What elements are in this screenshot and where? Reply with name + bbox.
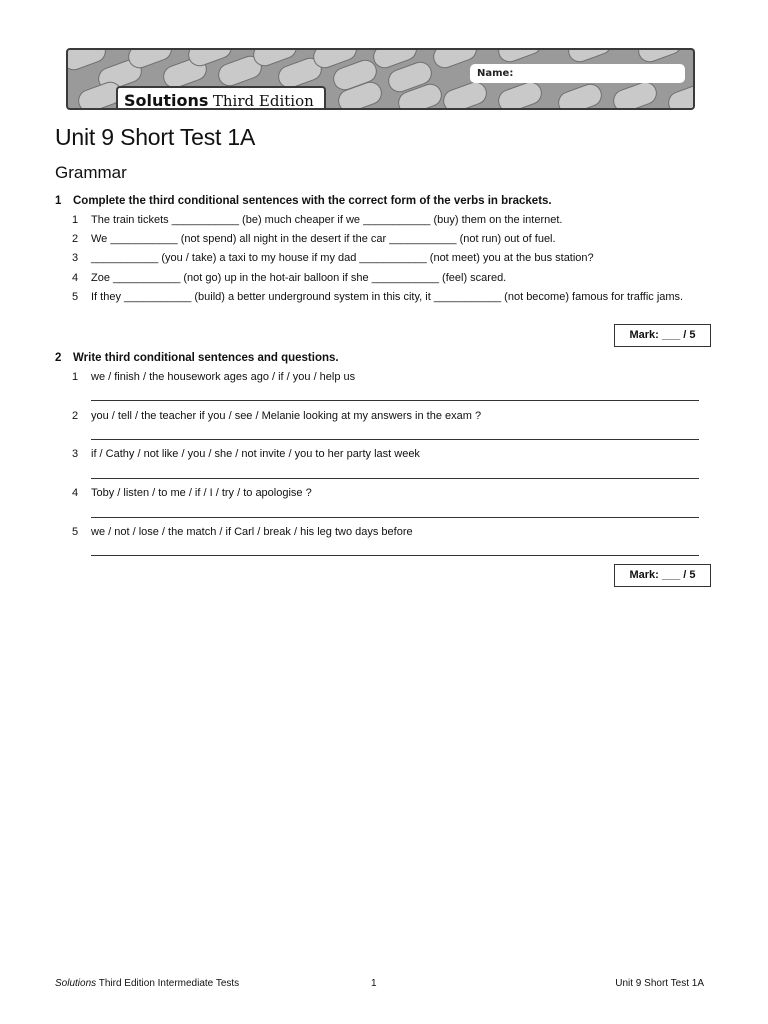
item-number: 3 [72, 448, 79, 460]
item-text: The train tickets ___________ (be) much cheaper if we ___________ (buy) them on the internet. [91, 214, 563, 226]
item-text: ___________ (you / take) a taxi to my house if my dad ___________ (not meet) you at the bus station? [91, 252, 594, 264]
item-text: Toby / listen / to me / if / I / try / to apologise ? [91, 487, 312, 499]
item-text: we / not / lose / the match / if Carl / break / his leg two days before [91, 526, 413, 538]
item-number: 2 [72, 410, 79, 422]
name-label: Name: [477, 68, 514, 79]
item-number: 1 [72, 214, 79, 226]
exercise-number: 2 [55, 352, 62, 364]
item-number: 1 [72, 371, 79, 383]
footer-right: Unit 9 Short Test 1A [615, 978, 704, 989]
exercise-number: 1 [55, 195, 62, 207]
item-number: 3 [72, 252, 79, 264]
name-field[interactable] [470, 64, 685, 83]
answer-line[interactable] [91, 555, 699, 556]
section-heading: Grammar [55, 163, 127, 182]
page-number: 1 [371, 978, 377, 989]
item-text: We ___________ (not spend) all night in the desert if the car ___________ (not run) out of fuel. [91, 233, 556, 245]
mark-box: Mark: ___ / 5 [614, 324, 711, 347]
footer-series: Third Edition Intermediate Tests [96, 978, 240, 989]
item-text: If they ___________ (build) a better underground system in this city, it ___________ (not become) famous for traffic jams. [91, 291, 684, 303]
item-number: 5 [72, 291, 79, 303]
brand-name: Solutions [124, 91, 209, 110]
item-number: 2 [72, 233, 79, 245]
instruction-text: Complete the third conditional sentences with the correct form of the verbs in brackets. [73, 195, 552, 207]
mark-box: Mark: ___ / 5 [614, 564, 711, 587]
brand-edition: Third Edition [212, 92, 314, 110]
item-text: you / tell / the teacher if you / see / Melanie looking at my answers in the exam ? [91, 410, 482, 422]
item-number: 5 [72, 526, 79, 538]
exercise-1-instruction [55, 195, 552, 207]
answer-line[interactable] [91, 439, 699, 440]
item-text: we / finish / the housework ages ago / if / you / help us [91, 371, 356, 383]
instruction-text: Write third conditional sentences and questions. [73, 352, 339, 364]
brand-logo [116, 86, 326, 110]
item-text: Zoe ___________ (not go) up in the hot-air balloon if she ___________ (feel) scared. [91, 272, 507, 284]
page-title: Unit 9 Short Test 1A [55, 124, 256, 150]
item-number: 4 [72, 487, 79, 499]
answer-line[interactable] [91, 517, 699, 518]
answer-line[interactable] [91, 400, 699, 401]
footer-brand: Solutions [55, 978, 97, 989]
footer-left [55, 978, 239, 989]
answer-line[interactable] [91, 478, 699, 479]
item-number: 4 [72, 272, 79, 284]
header-banner [66, 48, 695, 110]
item-text: if / Cathy / not like / you / she / not invite / you to her party last week [91, 448, 420, 460]
exercise-2-instruction [55, 352, 339, 364]
